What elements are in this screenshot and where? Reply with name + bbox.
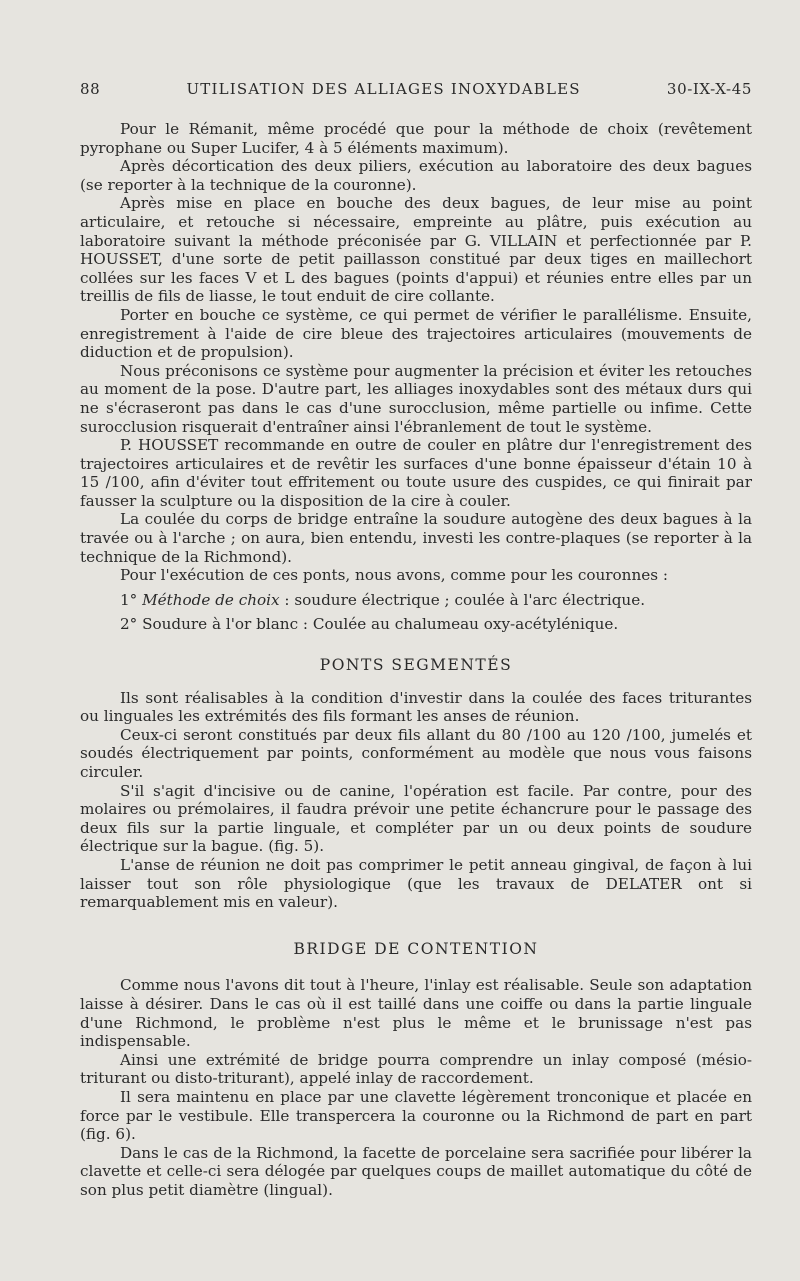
paragraph: S'il s'agit d'incisive ou de canine, l'opération est facile. Par contre, pour des molaires ou prémolaires, il faudra prévoir une petite échancrure pour le passage des deux fils sur la partie linguale, et compléter par un ou deux points de soudure électrique sur la bague. (fig. 5). — [80, 781, 752, 856]
paragraph: Ainsi une extrémité de bridge pourra comprendre un inlay composé (mésio-triturant ou disto-triturant), appelé inlay de raccordement. — [80, 1050, 752, 1088]
paragraph: La coulée du corps de bridge entraîne la soudure autogène des deux bagues à la travée ou à l'arche ; on aura, bien entendu, investi les contre-plaques (se reporter à la technique de la Richmond). — [80, 510, 752, 566]
list-number: 2° — [120, 615, 138, 634]
paragraph: Porter en bouche ce système, ce qui permet de vérifier le parallélisme. Ensuite, enregistrement à l'aide de cire bleue des trajectoires articulaires (mouvements de diduction et de propulsion). — [80, 305, 752, 362]
running-title: UTILISATION DES ALLIAGES INOXYDABLES — [186, 80, 581, 98]
paragraph: L'anse de réunion ne doit pas comprimer le petit anneau gingival, de façon à lui laisser tout son rôle physiologique (que les travaux de DELATER ont si remarquablement mis en valeur). — [80, 855, 752, 912]
list-item — [80, 591, 752, 610]
paragraph: Nous préconisons ce système pour augmenter la précision et éviter les retouches au moment de la pose. D'autre part, les alliages inoxydables sont des métaux durs qui ne s'écraseront pas dans le cas d'une surocclusion, même partielle ou infime. Cette surocclusion risquerait d'entraîner ainsi l'ébranlement de tout le système. — [80, 361, 752, 436]
list-item-text: Soudure à l'or blanc : Coulée au chalumeau oxy-acétylénique. — [142, 615, 619, 634]
paragraph: Pour l'exécution de ces ponts, nous avons, comme pour les couronnes : — [120, 566, 668, 585]
page-header — [80, 80, 752, 98]
paragraph: P. HOUSSET recommande en outre de couler en plâtre dur l'enregistrement des trajectoires articulaires et de revêtir les surfaces d'une bonne épaisseur d'étain 10 à 15 /100, afin d'éviter tout effritement ou toute usure des cuspides, ce qui finirait par fausser la sculpture ou la disposition de la cire à couler. — [80, 436, 752, 510]
paragraph: Dans le cas de la Richmond, la facette de porcelaine sera sacrifiée pour libérer la clavette et celle-ci sera délogée par quelques coups de maillet automatique du côté de son plus petit diamètre (lingual). — [80, 1143, 752, 1199]
list-item-label: Méthode de choix — [142, 590, 280, 609]
date-code: 30-IX-X-45 — [666, 80, 752, 98]
paragraph: Pour le Rémanit, même procédé que pour la méthode de choix (revêtement pyrophane ou Super Lucifer, 4 à 5 éléments maximum). — [80, 120, 752, 157]
paragraph: Comme nous l'avons dit tout à l'heure, l'inlay est réalisable. Seule son adaptation laisse à désirer. Dans le cas où il est taillé dans une coiffe ou dans la partie linguale d'une Richmond, le problème n'est plus le même et le brunissage n'est pas indispensable. — [80, 976, 752, 1051]
paragraph: Après décortication des deux piliers, exécution au laboratoire des deux bagues (se reporter à la technique de la couronne). — [80, 157, 752, 194]
page-number: 88 — [80, 80, 101, 98]
section-heading-ponts-segmentes: PONTS SEGMENTÉS — [319, 656, 513, 675]
body-text — [80, 120, 752, 1199]
paragraph: Il sera maintenu en place par une clavette légèrement tronconique et placée en force par le vestibule. Elle transpercera la couronne ou la Richmond de part en part (fig. 6). — [80, 1087, 752, 1144]
list-item — [80, 615, 752, 634]
paragraph: Ils sont réalisables à la condition d'investir dans la coulée des faces triturantes ou linguales les extrémités des fils formant les anses de réunion. — [80, 688, 752, 726]
paragraph: Après mise en place en bouche des deux bagues, de leur mise au point articulaire, et retouche si nécessaire, empreinte au plâtre, puis exécution au laboratoire suivant la méthode préconisée par G. VILLAIN et perfectionnée par P. HOUSSET, d'une sorte de petit paillasson constitué par deux tiges en maillechort collées sur les faces V et L des bagues (points d'appui) et réunies entre elles par un treillis de fils de liasse, le tout enduit de cire collante. — [80, 194, 752, 306]
section-heading-bridge-de-contention: BRIDGE DE CONTENTION — [293, 939, 539, 958]
list-number: 1° — [120, 590, 138, 609]
paragraph: Ceux-ci seront constitués par deux fils allant du 80 /100 au 120 /100, jumelés et soudés électriquement par points, conformément au modèle que nous vous faisons circuler. — [80, 725, 752, 781]
list-item-text: : soudure électrique ; coulée à l'arc électrique. — [279, 590, 646, 609]
